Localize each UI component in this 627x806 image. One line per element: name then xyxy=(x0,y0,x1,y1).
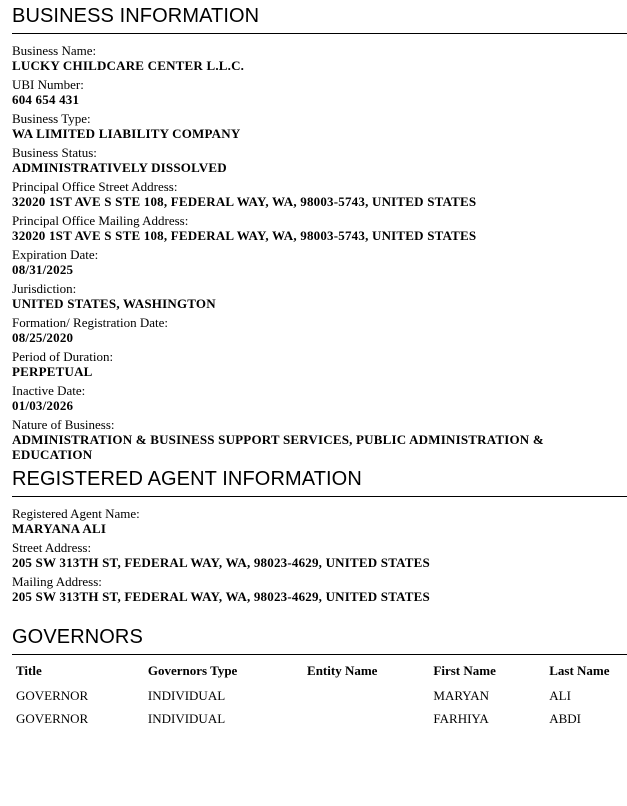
field-value: UNITED STATES, WASHINGTON xyxy=(12,296,216,311)
field-label: Expiration Date: xyxy=(12,247,99,262)
cell-governors-type: INDIVIDUAL xyxy=(147,688,226,703)
field-value: ADMINISTRATIVELY DISSOLVED xyxy=(12,160,227,175)
field-value: MARYANA ALI xyxy=(12,521,107,536)
field-label: Business Name: xyxy=(12,43,97,58)
governors-heading: GOVERNORS xyxy=(12,625,627,655)
expiration-date-field xyxy=(12,247,627,277)
business-type-field xyxy=(12,111,627,141)
cell-governors-type: INDIVIDUAL xyxy=(147,711,226,726)
field-value: WA LIMITED LIABILITY COMPANY xyxy=(12,126,241,141)
period-of-duration-field xyxy=(12,349,627,379)
nature-of-business-field xyxy=(12,417,627,462)
business-status-field xyxy=(12,145,627,175)
column-header-title: Title xyxy=(16,663,42,678)
agent-mailing-address-field xyxy=(12,574,627,604)
cell-last-name: ALI xyxy=(549,688,571,703)
table-row xyxy=(12,684,627,707)
field-label: Principal Office Street Address: xyxy=(12,179,178,194)
field-value: PERPETUAL xyxy=(12,364,93,379)
governors-table xyxy=(12,660,627,730)
field-label: Street Address: xyxy=(12,540,92,555)
field-label: Jurisdiction: xyxy=(12,281,77,296)
document xyxy=(12,4,627,730)
business-information-heading: BUSINESS INFORMATION xyxy=(12,4,627,34)
field-label: Nature of Business: xyxy=(12,417,115,432)
table-header-row xyxy=(12,660,627,684)
cell-first-name: MARYAN xyxy=(433,688,490,703)
column-header-governors-type: Governors Type xyxy=(147,663,238,678)
table-row xyxy=(12,707,627,730)
formation-date-field xyxy=(12,315,627,345)
field-label: Principal Office Mailing Address: xyxy=(12,213,189,228)
field-label: Formation/ Registration Date: xyxy=(12,315,168,330)
governors-section xyxy=(12,625,627,730)
field-label: Inactive Date: xyxy=(12,383,86,398)
field-value: 32020 1ST AVE S STE 108, FEDERAL WAY, WA, 98003-5743, UNITED STATES xyxy=(12,228,477,243)
inactive-date-field xyxy=(12,383,627,413)
field-label: Period of Duration: xyxy=(12,349,114,364)
field-value: 205 SW 313TH ST, FEDERAL WAY, WA, 98023-4629, UNITED STATES xyxy=(12,589,430,604)
agent-fields xyxy=(12,497,627,604)
field-value: 32020 1ST AVE S STE 108, FEDERAL WAY, WA, 98003-5743, UNITED STATES xyxy=(12,194,477,209)
field-value: 08/31/2025 xyxy=(12,262,74,277)
field-label: Business Type: xyxy=(12,111,91,126)
agent-name-field xyxy=(12,506,627,536)
agent-street-address-field xyxy=(12,540,627,570)
cell-last-name: ABDI xyxy=(549,711,582,726)
field-label: Mailing Address: xyxy=(12,574,102,589)
field-value: 01/03/2026 xyxy=(12,398,74,413)
field-value: 205 SW 313TH ST, FEDERAL WAY, WA, 98023-4629, UNITED STATES xyxy=(12,555,430,570)
cell-entity-name xyxy=(303,684,429,707)
business-information-section xyxy=(12,4,627,462)
cell-first-name: FARHIYA xyxy=(433,711,489,726)
cell-entity-name xyxy=(303,707,429,730)
field-value: ADMINISTRATION & BUSINESS SUPPORT SERVICES, PUBLIC ADMINISTRATION & EDUCATION xyxy=(12,432,544,462)
principal-street-address-field xyxy=(12,179,627,209)
field-value: 08/25/2020 xyxy=(12,330,74,345)
field-label: Registered Agent Name: xyxy=(12,506,140,521)
cell-title: GOVERNOR xyxy=(16,688,89,703)
field-value: LUCKY CHILDCARE CENTER L.L.C. xyxy=(12,58,245,73)
cell-title: GOVERNOR xyxy=(16,711,89,726)
business-fields xyxy=(12,34,627,462)
ubi-number-field xyxy=(12,77,627,107)
field-label: Business Status: xyxy=(12,145,97,160)
jurisdiction-field xyxy=(12,281,627,311)
field-label: UBI Number: xyxy=(12,77,84,92)
field-value: 604 654 431 xyxy=(12,92,80,107)
column-header-first-name: First Name xyxy=(433,663,496,678)
business-name-field xyxy=(12,43,627,73)
principal-mailing-address-field xyxy=(12,213,627,243)
column-header-entity-name: Entity Name xyxy=(307,663,378,678)
registered-agent-section xyxy=(12,467,627,604)
registered-agent-heading: REGISTERED AGENT INFORMATION xyxy=(12,467,627,497)
column-header-last-name: Last Name xyxy=(549,663,610,678)
